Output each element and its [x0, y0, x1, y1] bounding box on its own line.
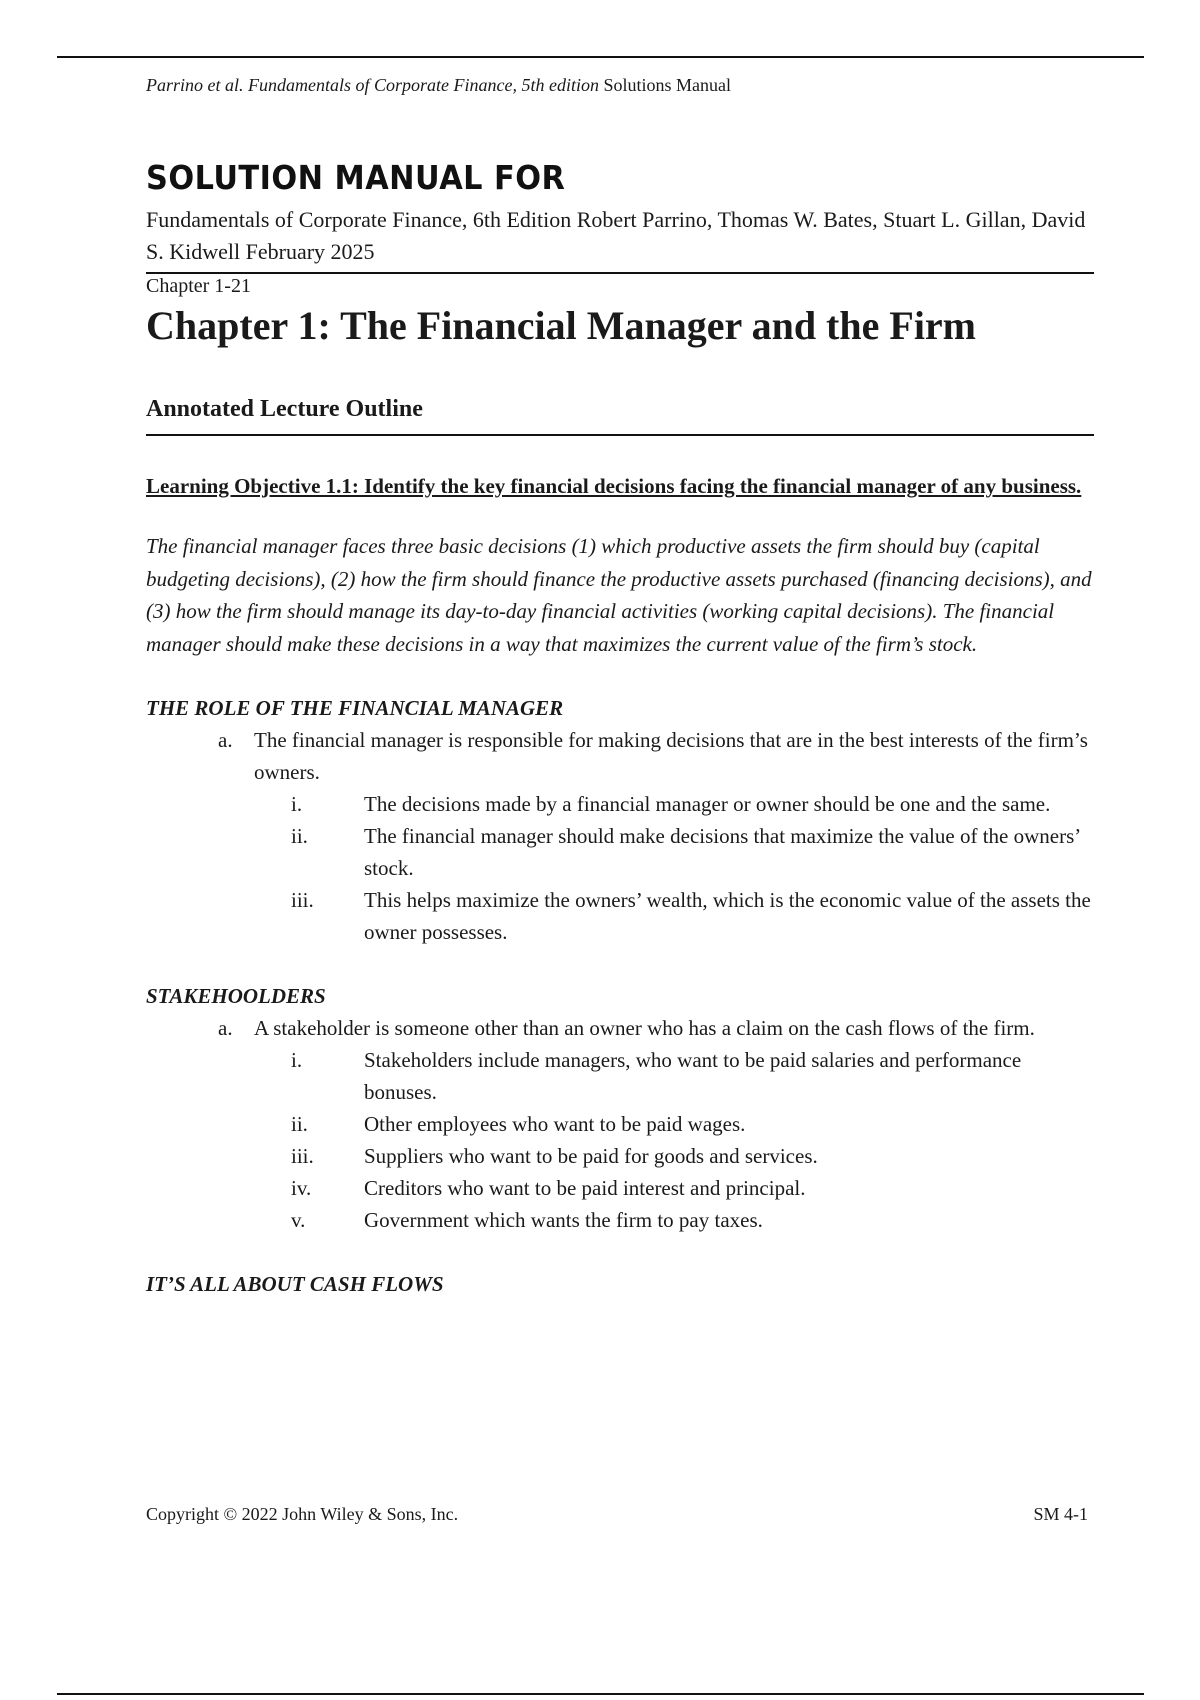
sub-list-item [146, 1140, 1094, 1172]
list-marker: a. [218, 728, 233, 752]
list-marker: a. [218, 1016, 233, 1040]
page-footer [146, 1502, 1088, 1526]
section-heading-role: THE ROLE OF THE FINANCIAL MANAGER [146, 696, 564, 720]
sub-list-item [146, 1172, 1094, 1204]
list-item [146, 1012, 1094, 1044]
chapter-range: Chapter 1-21 [146, 275, 251, 297]
list-item-text: Other employees who want to be paid wages. [364, 1112, 746, 1136]
manual-title: SOLUTION MANUAL FOR [146, 158, 566, 197]
sub-list-item [146, 1108, 1094, 1140]
page-content [146, 72, 1094, 1300]
list-item-text: The financial manager should make decisions that maximize the value of the owners’ stock. [364, 824, 1080, 880]
list-item-text: The financial manager is responsible for making decisions that are in the best interests of the firm’s owners. [254, 728, 1088, 784]
list-item-text: Suppliers who want to be paid for goods and services. [364, 1144, 818, 1168]
list-item [146, 724, 1094, 788]
sub-list-item [146, 1044, 1094, 1108]
outline-divider [146, 434, 1094, 436]
list-item-text: Creditors who want to be paid interest and principal. [364, 1176, 806, 1200]
list-marker: v. [291, 1208, 306, 1232]
book-info: Fundamentals of Corporate Finance, 6th Edition Robert Parrino, Thomas W. Bates, Stuart L. Gillan, David S. Kidwell February 2025 [146, 207, 1086, 264]
copyright-notice: Copyright © 2022 John Wiley & Sons, Inc. [146, 1504, 459, 1524]
sub-list-item [146, 820, 1094, 884]
outline-heading: Annotated Lecture Outline [146, 396, 423, 422]
page-number: SM 4-1 [1033, 1504, 1088, 1524]
section-heading-stakeholders: STAKEHOOLDERS [146, 984, 326, 1008]
list-marker: ii. [291, 824, 308, 848]
sub-list-item [146, 788, 1094, 820]
top-rule [57, 56, 1144, 58]
list-marker: iv. [291, 1176, 312, 1200]
list-marker: ii. [291, 1112, 308, 1136]
list-marker: iii. [291, 1144, 314, 1168]
chapter-title: Chapter 1: The Financial Manager and the Firm [146, 303, 976, 348]
objective-summary: The financial manager faces three basic decisions (1) which productive assets the firm should buy (capital budgeting decisions), (2) how the firm should finance the productive assets purchased (financing decisions), and (3) how the firm should manage its day-to-day financial activities (working capital decisions). The financial manager should make these decisions in a way that maximizes the current value of the firm’s stock. [146, 534, 1092, 656]
sub-list-item [146, 1204, 1094, 1236]
list-item-text: Stakeholders include managers, who want to be paid salaries and performance bonuses. [364, 1048, 1022, 1104]
list-item-text: A stakeholder is someone other than an owner who has a claim on the cash flows of the firm. [254, 1016, 1035, 1040]
learning-objective: Learning Objective 1.1: Identify the key financial decisions facing the financial manager of any business. [146, 474, 1082, 498]
running-header [146, 72, 1094, 98]
sub-list-item [146, 884, 1094, 948]
list-marker: iii. [291, 888, 314, 912]
list-marker: i. [291, 792, 303, 816]
running-header-suffix: Solutions Manual [598, 75, 731, 95]
section-heading-cash-flows: IT’S ALL ABOUT CASH FLOWS [146, 1272, 444, 1296]
list-item-text: This helps maximize the owners’ wealth, which is the economic value of the assets the owner possesses. [364, 888, 1091, 944]
list-item-text: Government which wants the firm to pay taxes. [364, 1208, 763, 1232]
list-marker: i. [291, 1048, 303, 1072]
running-header-book: Parrino et al. Fundamentals of Corporate Finance, 5th edition [146, 75, 599, 95]
bottom-rule [57, 1693, 1144, 1695]
list-item-text: The decisions made by a financial manager or owner should be one and the same. [364, 792, 1051, 816]
